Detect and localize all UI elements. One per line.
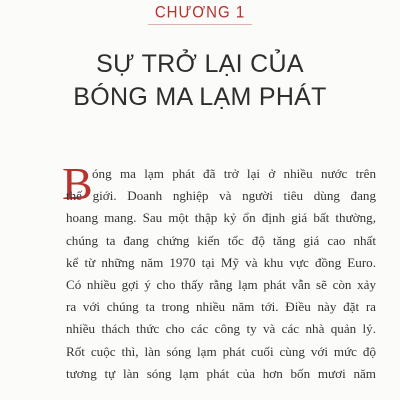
body-line: hoang mang. Sau một thập kỷ ổn định giá bất thường, bbox=[66, 210, 376, 226]
chapter-title-line-1: SỰ TRỞ LẠI CỦA bbox=[96, 50, 304, 78]
body-line: thế giới. Doanh nghiệp và người tiêu dùng đang bbox=[66, 188, 376, 204]
body-line: Có nhiều gợi ý cho thấy rằng lạm phát vẫn sẽ còn xảy bbox=[66, 277, 376, 293]
drop-cap-letter: B bbox=[62, 158, 93, 209]
body-line: tương tự làn sóng lạm phát của hơn bốn mươi năm bbox=[66, 365, 376, 381]
body-line: Rốt cuộc thì, làn sóng lạm phát cuối cùng với mức độ bbox=[66, 343, 376, 359]
body-line: kể từ những năm 1970 tại Mỹ và khu vực đồng Euro. bbox=[66, 254, 376, 270]
chapter-title-line-2: BÓNG MA LẠM PHÁT bbox=[73, 83, 327, 111]
body-line: nhiều thách thức cho các công ty và các nhà quản lý. bbox=[66, 321, 376, 337]
chapter-divider bbox=[148, 24, 252, 25]
body-line: chúng ta đang chứng kiến tốc độ tăng giá cao nhất bbox=[66, 232, 376, 248]
body-line: óng ma lạm phát đã trở lại ở nhiều nước trên bbox=[92, 166, 376, 181]
chapter-label: CHƯƠNG 1 bbox=[154, 3, 246, 22]
body-line: ra với chúng ta trong nhiều năm tới. Điều này đặt ra bbox=[66, 299, 376, 315]
body-paragraph bbox=[66, 163, 376, 385]
